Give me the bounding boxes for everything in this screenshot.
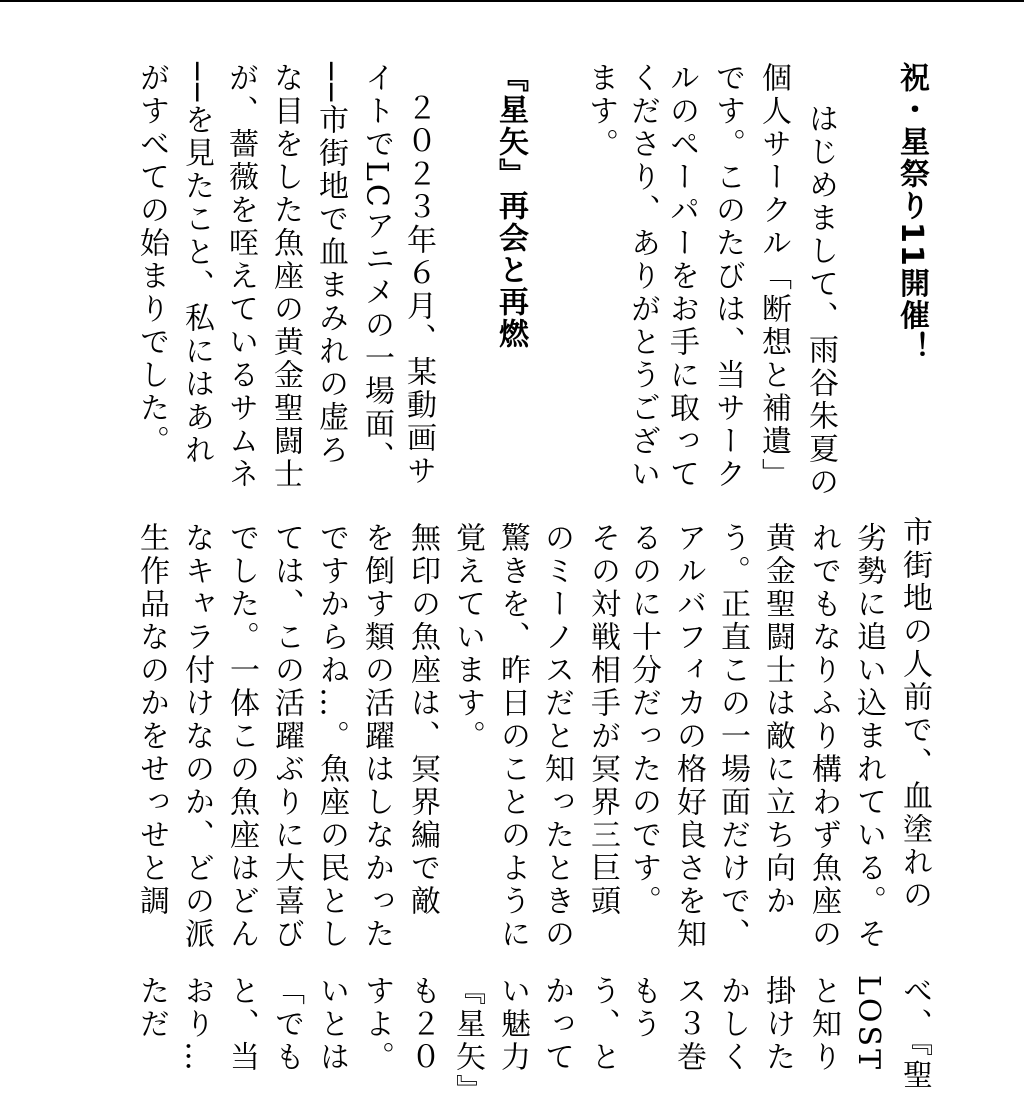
text-column: ２０２３年６月、某動画サ	[401, 92, 436, 488]
text-column: 『星矢』	[450, 975, 485, 1107]
text-column: もう	[626, 975, 661, 1041]
text-column: ですからね…。魚座の民とし	[314, 522, 349, 951]
text-column: と知り	[806, 975, 841, 1074]
text-column: アルバフィカの格好良さを知	[671, 522, 706, 951]
text-column: ──市街地で血まみれの虚ろ	[313, 62, 348, 468]
text-column: 黄金聖闘士は敵に立ち向か	[760, 522, 795, 918]
text-column: LOST	[851, 975, 886, 1073]
text-column: い魅力	[495, 975, 530, 1074]
text-column: いとは	[314, 975, 349, 1074]
text-column: 無印の魚座は、冥界編で敵	[405, 522, 440, 918]
text-column: ては、この活躍ぶりに大喜び	[269, 522, 304, 951]
text-column: れでもなりふり構わず魚座の	[806, 522, 841, 951]
text-column: です。このたびは、当サーク	[710, 62, 745, 491]
section-heading-seiya: 『星矢』再会と再燃	[493, 62, 528, 350]
text-column: 「でも	[269, 975, 304, 1074]
text-column: が、薔薇を咥えているサムネ	[223, 62, 258, 491]
text-column: くださり、ありがとうござい	[625, 62, 660, 491]
top-border-line	[0, 0, 1024, 2]
text-column: るのに十分だったのです。	[626, 522, 661, 918]
text-column: 驚きを、昨日のことのように	[495, 522, 530, 951]
text-column: も２０	[405, 975, 440, 1074]
text-column: な目をした魚座の黄金聖闘士	[268, 62, 303, 491]
text-column: ──を見たこと、私にはあれ	[179, 62, 214, 468]
text-column: ルのペーパーをお手に取って	[664, 62, 699, 491]
text-column: その対戦相手が冥界三巨頭	[585, 522, 620, 918]
text-column: う、と	[585, 975, 620, 1074]
text-column: がすべての始まりでした。	[134, 62, 169, 458]
text-column: かって	[539, 975, 574, 1074]
text-column: を倒す類の活躍はしなかった	[359, 522, 394, 951]
section-heading-festival: 祝・星祭り11開催！	[894, 62, 929, 364]
text-column: 個人サークル「断想と補遺」	[756, 62, 791, 491]
text-column: 劣勢に追い込まれている。そ	[851, 522, 886, 951]
text-column: う。正直この一場面だけで、	[715, 522, 750, 951]
text-column: ス３巻	[671, 975, 706, 1074]
text-column: べ、『聖	[897, 975, 932, 1092]
text-column: 生作品なのかをせっせと調	[134, 522, 169, 918]
text-column: と、当	[224, 975, 259, 1074]
text-column: すよ。	[359, 975, 394, 1074]
text-column: 市街地の人前で、血塗れの	[897, 516, 932, 912]
text-column: かしく	[715, 975, 750, 1074]
text-column: でした。一体この魚座はどん	[224, 522, 259, 951]
text-column: なキャラ付けなのか、どの派	[179, 522, 214, 951]
text-column: 掛けた	[760, 975, 795, 1074]
text-column: ます。	[583, 62, 618, 161]
text-column: イトでLCアニメの一場面、	[359, 62, 394, 474]
text-column: はじめまして、雨谷朱夏の	[803, 103, 838, 499]
text-column: のミーノスだと知ったときの	[539, 522, 574, 951]
text-column: ただ	[134, 975, 169, 1041]
text-column: おり…	[179, 975, 214, 1074]
text-column: 覚えています。	[450, 522, 485, 753]
